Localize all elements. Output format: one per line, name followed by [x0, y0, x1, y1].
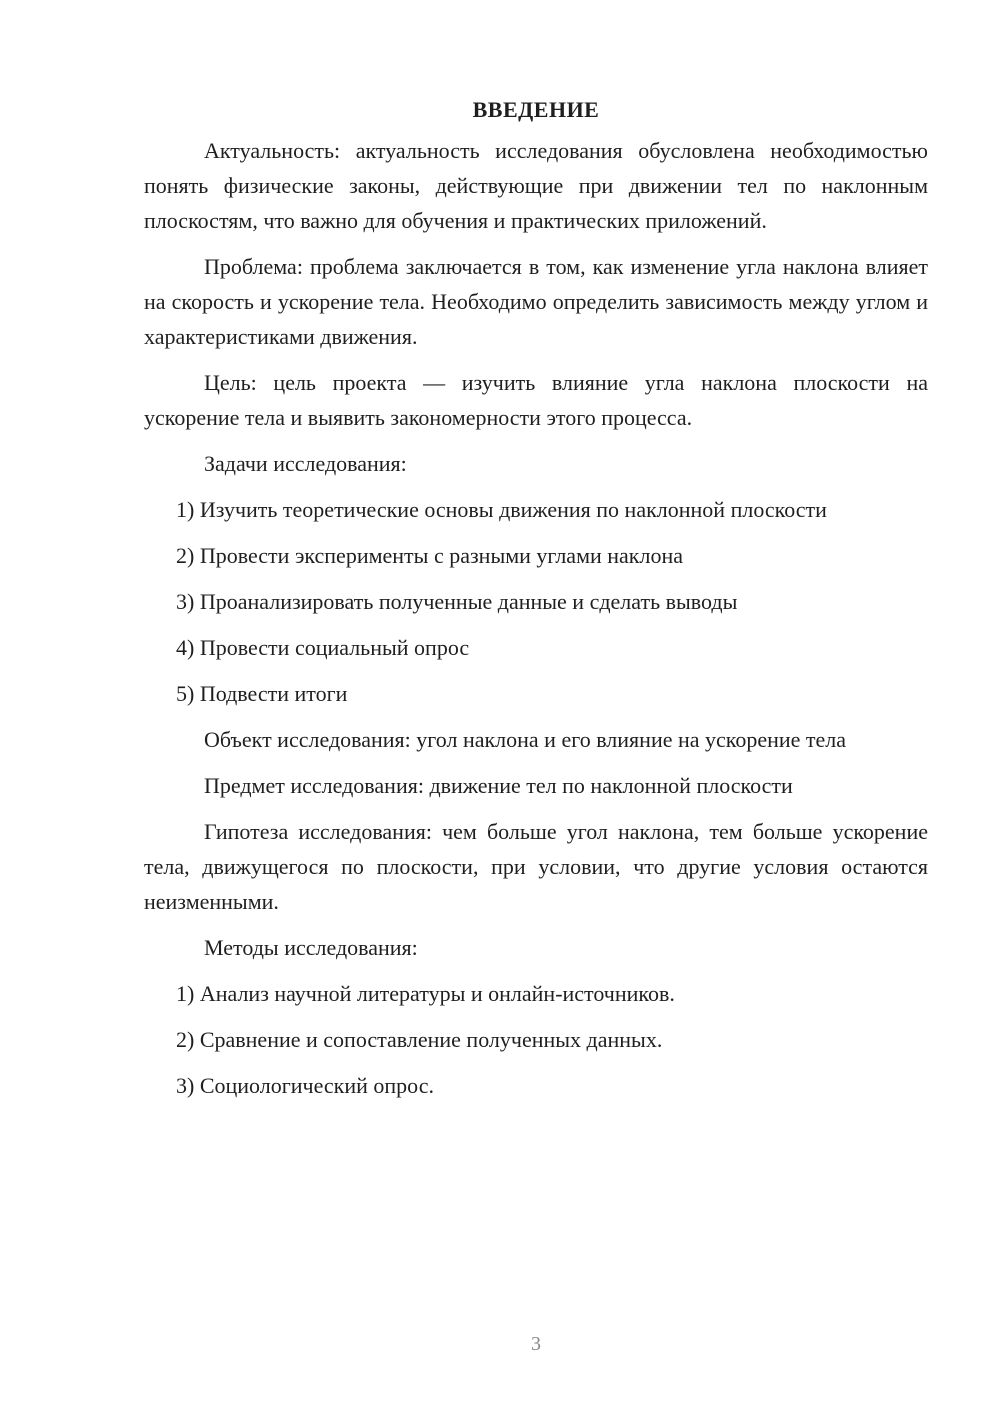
relevance-paragraph: Актуальность: актуальность исследования обусловлена необходимостью понять физические законы, действующие при движении тел по наклонным плоскостям, что важно для обучения и практических приложений. — [144, 138, 928, 233]
page-content — [144, 93, 928, 1114]
methods-heading: Методы исследования: — [204, 935, 418, 960]
page-title: ВВЕДЕНИЕ — [472, 97, 600, 122]
task-item-3: 3) Проанализировать полученные данные и сделать выводы — [176, 589, 738, 614]
method-item-3: 3) Социологический опрос. — [176, 1073, 434, 1098]
problem-paragraph: Проблема: проблема заключается в том, как изменение угла наклона влияет на скорость и ускорение тела. Необходимо определить зависимость между углом и характеристиками движения. — [144, 254, 928, 349]
object-paragraph: Объект исследования: угол наклона и его влияние на ускорение тела — [204, 727, 847, 752]
task-item-2: 2) Провести эксперименты с разными углами наклона — [176, 543, 684, 568]
task-item-5: 5) Подвести итоги — [176, 681, 348, 706]
subject-paragraph: Предмет исследования: движение тел по наклонной плоскости — [204, 773, 793, 798]
page-number: 3 — [531, 1333, 541, 1355]
method-item-2: 2) Сравнение и сопоставление полученных данных. — [176, 1027, 663, 1052]
tasks-heading: Задачи исследования: — [204, 451, 407, 476]
hypothesis-paragraph: Гипотеза исследования: чем больше угол наклона, тем больше ускорение тела, движущегося по плоскости, при условии, что другие условия остаются неизменными. — [144, 819, 928, 914]
method-item-1: 1) Анализ научной литературы и онлайн-источников. — [176, 981, 675, 1006]
goal-paragraph: Цель: цель проекта — изучить влияние угла наклона плоскости на ускорение тела и выявить закономерности этого процесса. — [144, 370, 928, 430]
task-item-4: 4) Провести социальный опрос — [176, 635, 470, 660]
task-item-1: 1) Изучить теоретические основы движения по наклонной плоскости — [176, 497, 827, 522]
